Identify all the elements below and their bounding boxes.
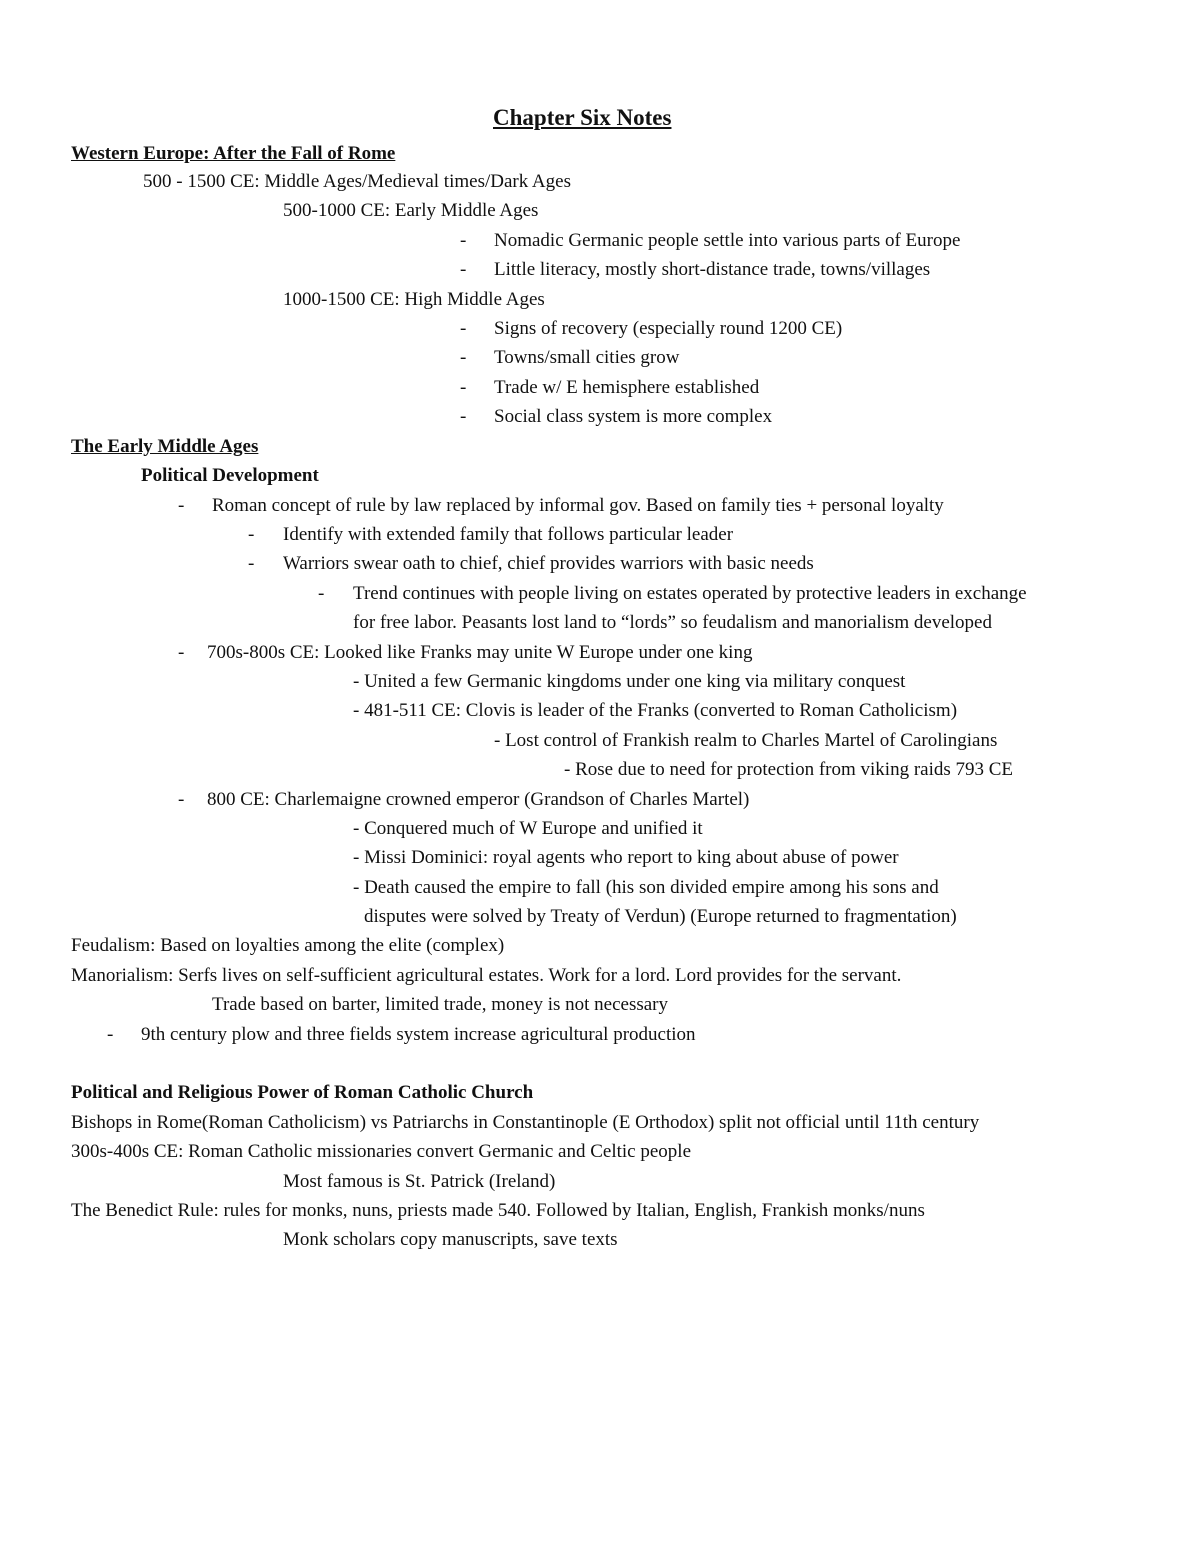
bullet-item: 9th century plow and three fields system increase agricultural production xyxy=(141,1024,696,1045)
text-line: - Missi Dominici: royal agents who report to king about abuse of power xyxy=(353,847,899,868)
text-line: 500-1000 CE: Early Middle Ages xyxy=(283,200,539,221)
bullet-item: Trade w/ E hemisphere established xyxy=(494,377,760,398)
bullet-dash: - xyxy=(107,1024,114,1045)
bullet-item: Little literacy, mostly short-distance trade, towns/villages xyxy=(494,259,931,280)
bullet-item: Signs of recovery (especially round 1200 CE) xyxy=(494,318,843,339)
text-line: - Lost control of Frankish realm to Charles Martel of Carolingians xyxy=(494,730,998,751)
text-line: 300s-400s CE: Roman Catholic missionaries convert Germanic and Celtic people xyxy=(71,1141,692,1162)
text-line: The Benedict Rule: rules for monks, nuns, priests made 540. Followed by Italian, English, Frankish monks/nuns xyxy=(71,1200,925,1221)
section-heading-fall-of-rome: Western Europe: After the Fall of Rome xyxy=(71,143,396,164)
bullet-item: Nomadic Germanic people settle into various parts of Europe xyxy=(494,230,961,251)
bullet-item: Trend continues with people living on estates operated by protective leaders in exchange xyxy=(353,583,1027,604)
text-line: Manorialism: Serfs lives on self-sufficient agricultural estates. Work for a lord. Lord provides for the servant. xyxy=(71,965,902,986)
text-line: - 481-511 CE: Clovis is leader of the Franks (converted to Roman Catholicism) xyxy=(353,700,958,721)
bullet-dash: - xyxy=(248,553,255,574)
text-line: Most famous is St. Patrick (Ireland) xyxy=(283,1171,556,1192)
text-line: - Death caused the empire to fall (his son divided empire among his sons and xyxy=(353,877,939,898)
page-title: Chapter Six Notes xyxy=(493,105,672,130)
text-line: 1000-1500 CE: High Middle Ages xyxy=(283,289,545,310)
subheading-political-development: Political Development xyxy=(141,465,319,486)
bullet-dash: - xyxy=(460,230,467,251)
text-line: - Conquered much of W Europe and unified it xyxy=(353,818,703,839)
bullet-dash: - xyxy=(460,347,467,368)
text-line: Monk scholars copy manuscripts, save texts xyxy=(283,1229,618,1250)
text-line: Bishops in Rome(Roman Catholicism) vs Patriarchs in Constantinople (E Orthodox) split not official until 11th century xyxy=(71,1112,980,1133)
bullet-item: Warriors swear oath to chief, chief provides warriors with basic needs xyxy=(283,553,814,574)
text-line: for free labor. Peasants lost land to “lords” so feudalism and manorialism developed xyxy=(353,612,992,633)
section-heading-catholic-church: Political and Religious Power of Roman Catholic Church xyxy=(71,1082,534,1103)
text-line: - Rose due to need for protection from viking raids 793 CE xyxy=(564,759,1014,780)
bullet-dash: - xyxy=(178,789,185,810)
bullet-item: Social class system is more complex xyxy=(494,406,773,427)
text-line: Trade based on barter, limited trade, money is not necessary xyxy=(212,994,668,1015)
text-line: 500 - 1500 CE: Middle Ages/Medieval times/Dark Ages xyxy=(143,171,571,192)
bullet-item: 700s-800s CE: Looked like Franks may unite W Europe under one king xyxy=(207,642,753,663)
bullet-item: Towns/small cities grow xyxy=(494,347,680,368)
bullet-item: 800 CE: Charlemaigne crowned emperor (Grandson of Charles Martel) xyxy=(207,789,750,810)
bullet-dash: - xyxy=(248,524,255,545)
bullet-dash: - xyxy=(460,259,467,280)
bullet-dash: - xyxy=(178,642,185,663)
bullet-dash: - xyxy=(460,318,467,339)
bullet-dash: - xyxy=(318,583,325,604)
bullet-dash: - xyxy=(460,406,467,427)
bullet-dash: - xyxy=(178,495,185,516)
bullet-item: Identify with extended family that follows particular leader xyxy=(283,524,734,545)
bullet-item: Roman concept of rule by law replaced by informal gov. Based on family ties + personal loyalty xyxy=(212,495,944,516)
bullet-dash: - xyxy=(460,377,467,398)
section-heading-early-middle-ages: The Early Middle Ages xyxy=(71,436,259,457)
text-line: Feudalism: Based on loyalties among the elite (complex) xyxy=(71,935,505,956)
text-line: disputes were solved by Treaty of Verdun) (Europe returned to fragmentation) xyxy=(364,906,957,927)
text-line: - United a few Germanic kingdoms under one king via military conquest xyxy=(353,671,906,692)
